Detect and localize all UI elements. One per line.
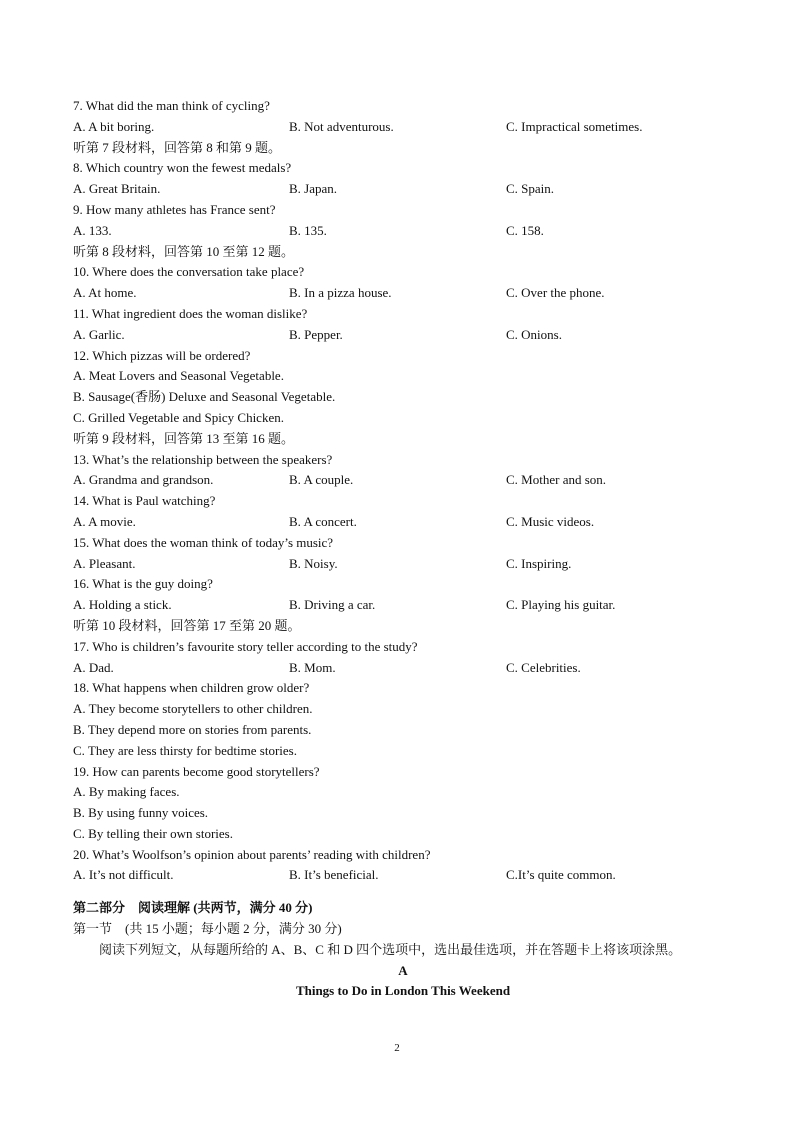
question-line: 第一节 (共 15 小题；每小题 2 分，满分 30 分): [73, 921, 342, 937]
passage-title: Things to Do in London This Weekend: [295, 983, 511, 999]
question-line: 16. What is the guy doing?: [73, 576, 213, 592]
option-b: B. It’s beneficial.: [289, 867, 379, 883]
option-a: A. A movie.: [73, 513, 136, 529]
question-line: 14. What is Paul watching?: [73, 493, 216, 509]
question-line: 10. Where does the conversation take place?: [73, 264, 305, 280]
option-b: B. A couple.: [289, 472, 354, 488]
option-row: [73, 865, 733, 886]
option-b: B. Driving a car.: [289, 597, 376, 613]
option-c: C. Celebrities.: [506, 659, 581, 675]
option-a: A. It’s not difficult.: [73, 867, 174, 883]
document-page: [73, 96, 733, 1002]
option-row: [73, 554, 733, 575]
page-number: 2: [394, 1042, 400, 1054]
option-a: A. A bit boring.: [73, 118, 155, 134]
question-line: 9. How many athletes has France sent?: [73, 201, 276, 217]
section-gap: [73, 886, 733, 898]
question-line: 18. What happens when children grow older?: [73, 680, 310, 696]
option-a: A. Garlic.: [73, 326, 125, 342]
option-row: [73, 470, 733, 491]
option-a: A. At home.: [73, 285, 137, 301]
question-line: 11. What ingredient does the woman dislike?: [73, 305, 308, 321]
question-line: C. Grilled Vegetable and Spicy Chicken.: [73, 409, 284, 425]
question-line: A. They become storytellers to other children.: [73, 701, 313, 717]
option-b: B. Japan.: [289, 181, 338, 197]
option-b: B. Pepper.: [289, 326, 343, 342]
question-line: A. By making faces.: [73, 784, 180, 800]
option-b: B. Not adventurous.: [289, 118, 394, 134]
part-heading: 第二部分 阅读理解 (共两节，满分 40 分): [73, 900, 313, 916]
passage-title: A: [398, 962, 408, 978]
section-instruction: 听第 10 段材料，回答第 17 至第 20 题。: [73, 617, 301, 633]
option-a: A. Pleasant.: [73, 555, 136, 571]
option-b: B. A concert.: [289, 513, 357, 529]
option-b: B. Mom.: [289, 659, 336, 675]
option-c: C. Mother and son.: [506, 472, 607, 488]
option-c: C. Impractical sometimes.: [506, 118, 643, 134]
section-instruction: 听第 8 段材料，回答第 10 至第 12 题。: [73, 243, 295, 259]
option-a: A. Dad.: [73, 659, 114, 675]
option-c: C. Music videos.: [506, 513, 595, 529]
question-line: B. By using funny voices.: [73, 805, 209, 821]
option-c: C.It’s quite common.: [506, 867, 616, 883]
option-c: C. Playing his guitar.: [506, 597, 616, 613]
question-line: 19. How can parents become good storytellers?: [73, 763, 320, 779]
option-c: C. Over the phone.: [506, 285, 605, 301]
option-a: A. Grandma and grandson.: [73, 472, 214, 488]
option-a: A. Great Britain.: [73, 181, 161, 197]
question-line: B. They depend more on stories from parents.: [73, 721, 312, 737]
option-row: [73, 117, 733, 138]
section-instruction: 听第 7 段材料，回答第 8 和第 9 题。: [73, 139, 282, 155]
option-b: B. 135.: [289, 222, 327, 238]
question-line: 7. What did the man think of cycling?: [73, 98, 270, 113]
question-line: C. They are less thirsty for bedtime stories.: [73, 742, 297, 758]
question-line: 17. Who is children’s favourite story teller according to the study?: [73, 638, 418, 654]
question-line: 20. What’s Woolfson’s opinion about parents’ reading with children?: [73, 846, 431, 862]
option-a: A. 133.: [73, 222, 112, 238]
section-instruction: 听第 9 段材料，回答第 13 至第 16 题。: [73, 430, 295, 446]
option-c: C. Inspiring.: [506, 555, 572, 571]
option-b: B. In a pizza house.: [289, 285, 392, 301]
question-line: 15. What does the woman think of today’s music?: [73, 534, 334, 550]
question-line: B. Sausage(香肠) Deluxe and Seasonal Vegetable.: [73, 389, 336, 405]
option-row: [73, 512, 733, 533]
question-line: C. By telling their own stories.: [73, 825, 233, 841]
question-line: 8. Which country won the fewest medals?: [73, 160, 292, 176]
question-line: A. Meat Lovers and Seasonal Vegetable.: [73, 368, 284, 384]
option-row: [73, 325, 733, 346]
option-a: A. Holding a stick.: [73, 597, 172, 613]
option-row: [73, 221, 733, 242]
option-c: C. Onions.: [506, 326, 562, 342]
question-line: 13. What’s the relationship between the speakers?: [73, 451, 333, 467]
question-line: 12. Which pizzas will be ordered?: [73, 347, 251, 363]
option-row: [73, 179, 733, 200]
option-row: [73, 595, 733, 616]
option-c: C. 158.: [506, 222, 544, 238]
option-b: B. Noisy.: [289, 555, 338, 571]
option-row: [73, 283, 733, 304]
option-row: [73, 658, 733, 679]
option-c: C. Spain.: [506, 181, 555, 197]
reading-instruction: 阅读下列短文，从每题所给的 A、B、C 和 D 四个选项中，选出最佳选项，并在答题卡上将该项涂黑。: [99, 941, 682, 957]
